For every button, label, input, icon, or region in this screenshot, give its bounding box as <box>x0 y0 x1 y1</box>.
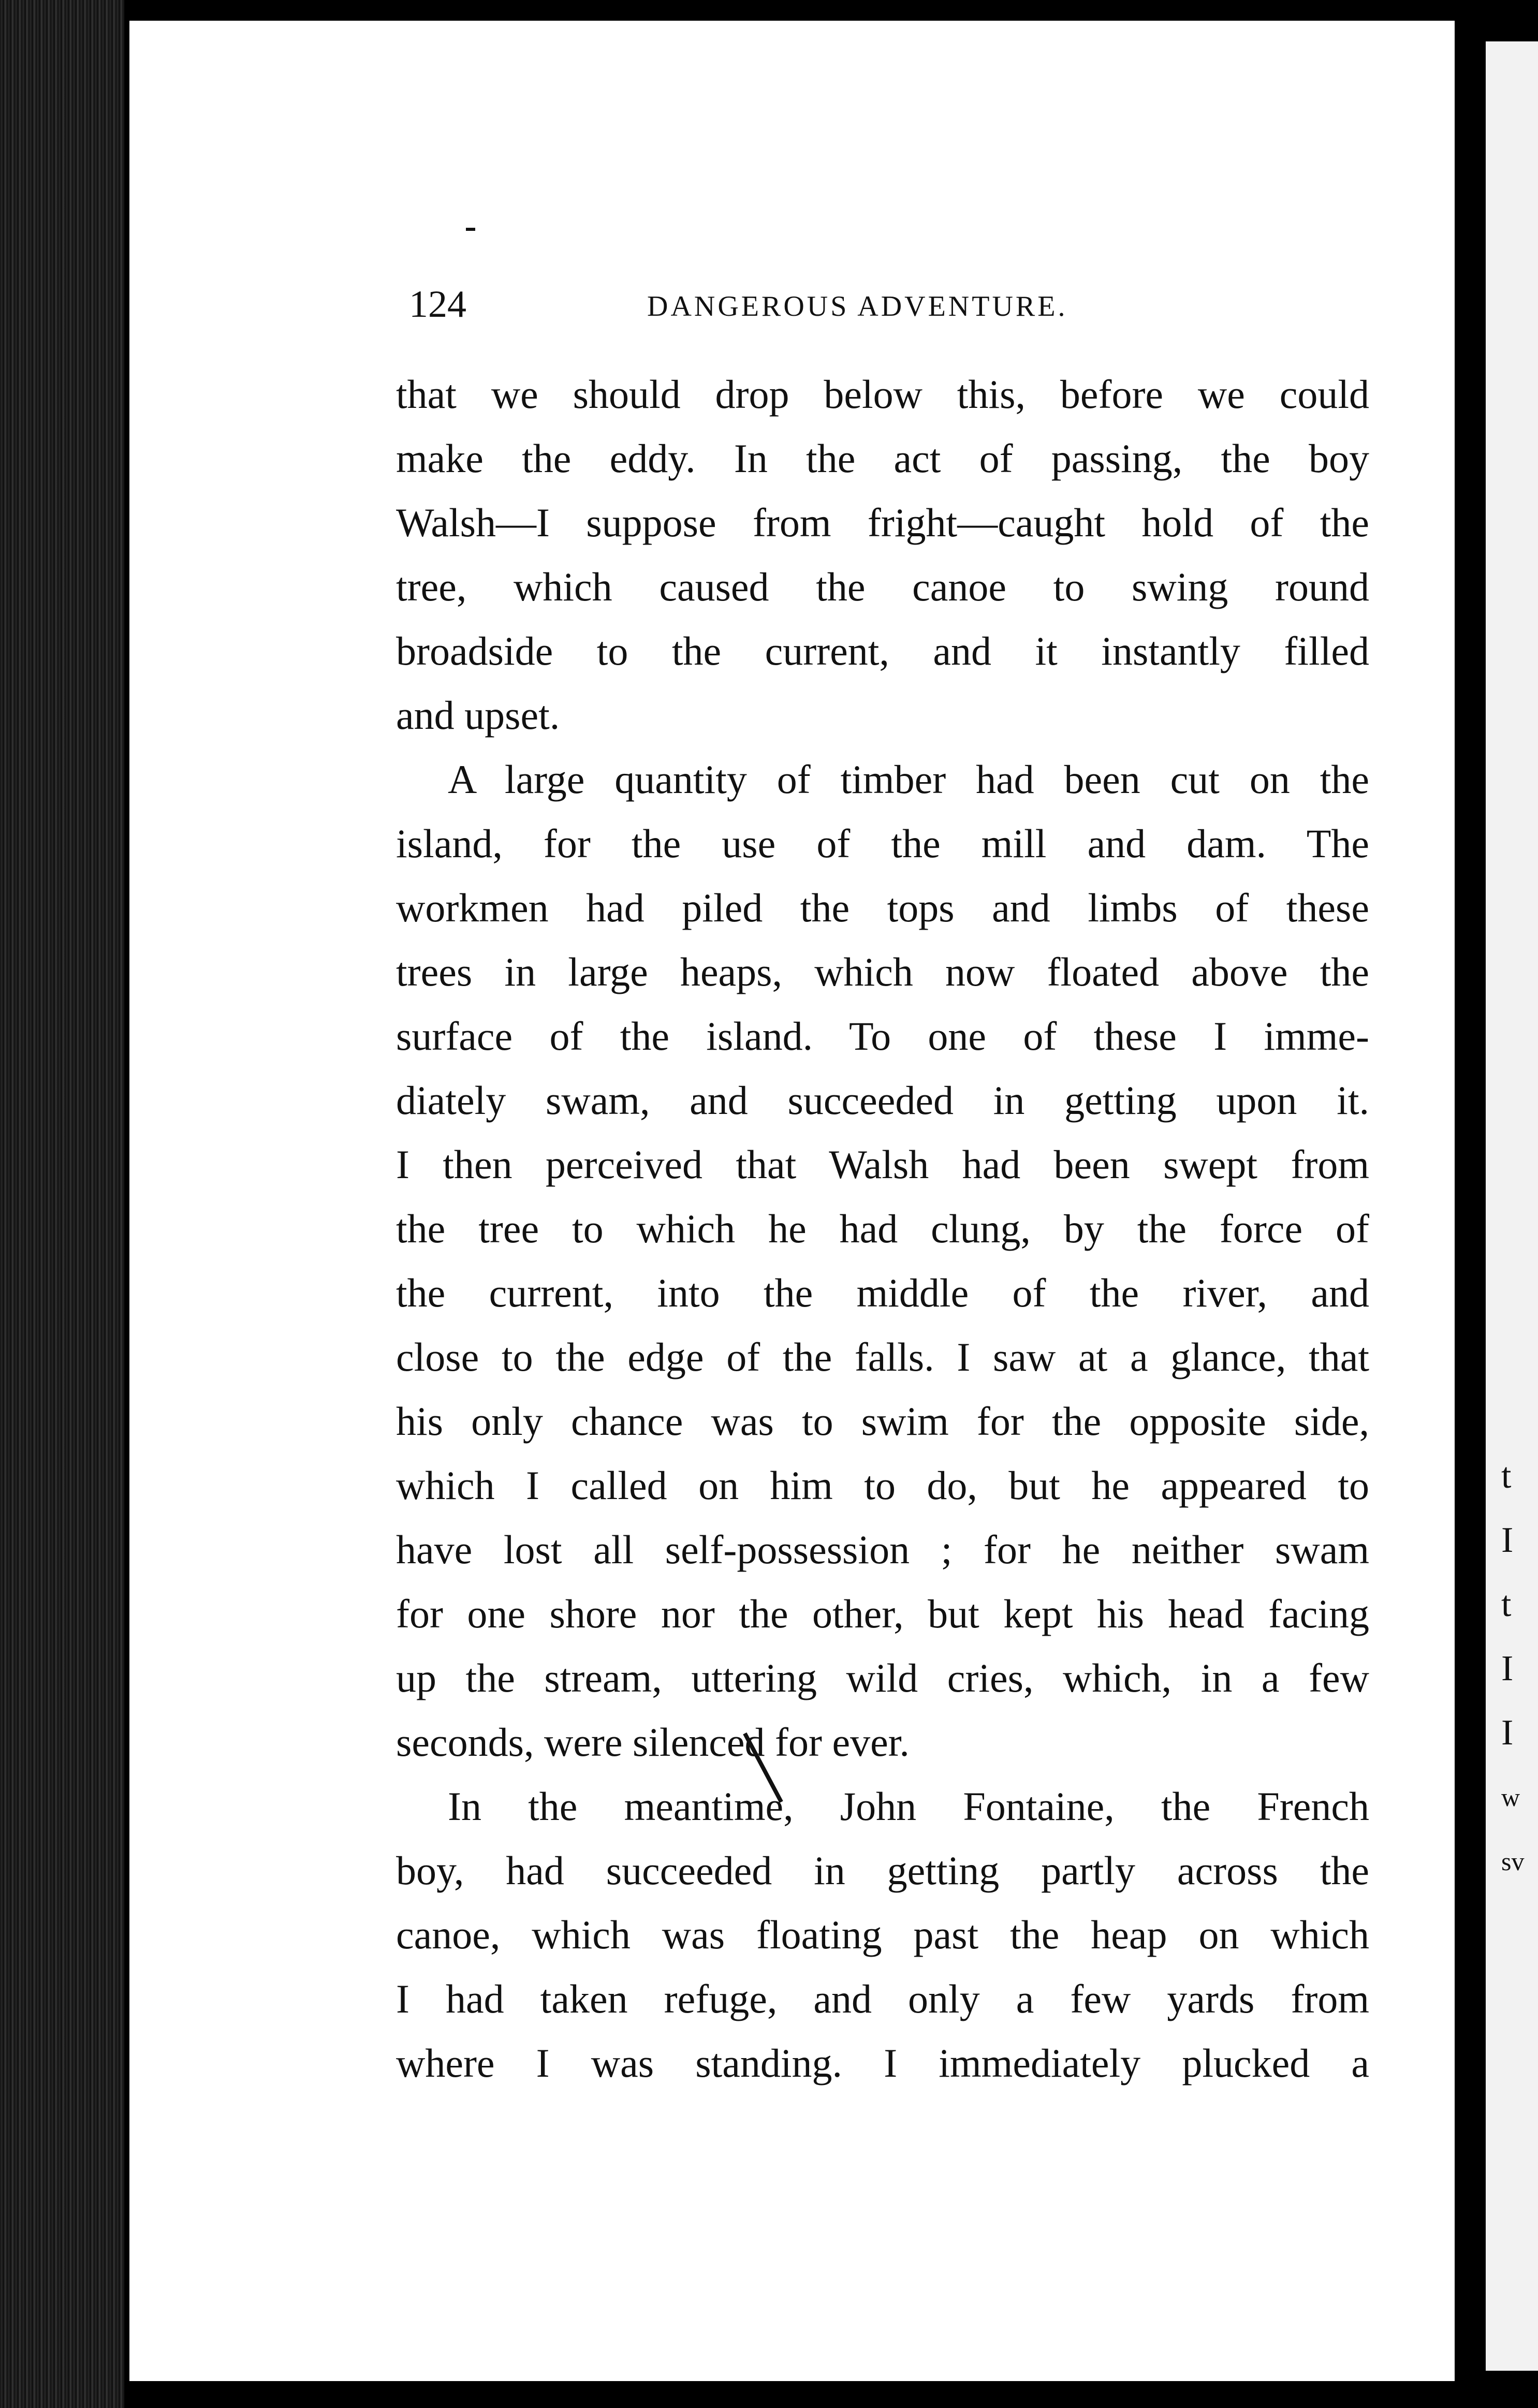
body-text <box>396 362 1369 2095</box>
text-line: his only chance was to swim for the opposite side, <box>396 1399 1369 1444</box>
text-line: up the stream, uttering wild cries, which, in a few <box>396 1655 1369 1700</box>
facing-fragment: w <box>1501 1783 1520 1812</box>
text-line: boy, had succeeded in getting partly across the <box>396 1848 1369 1893</box>
stray-ink-mark <box>466 228 475 231</box>
facing-page-edge <box>1486 41 1538 2371</box>
text-line: A large quantity of timber had been cut on the <box>448 757 1369 802</box>
facing-fragment: I <box>1501 1649 1514 1688</box>
text-line: I had taken refuge, and only a few yards from <box>396 1976 1369 2021</box>
text-line: In the meantime, John Fontaine, the French <box>448 1784 1369 1829</box>
text-line: where I was standing. I immediately plucked a <box>396 2040 1369 2086</box>
text-line: and upset. <box>396 693 560 738</box>
paragraph <box>396 747 1369 1774</box>
text-line: broadside to the current, and it instantly filled <box>396 628 1369 673</box>
text-line: workmen had piled the tops and limbs of these <box>396 885 1369 930</box>
text-line: tree, which caused the canoe to swing round <box>396 564 1369 609</box>
text-line: I then perceived that Walsh had been swept from <box>396 1142 1369 1187</box>
text-line: trees in large heaps, which now floated above the <box>396 949 1369 994</box>
running-head: DANGEROUS ADVENTURE. <box>647 290 1068 322</box>
text-line: the tree to which he had clung, by the force of <box>396 1206 1369 1251</box>
paragraph <box>396 1774 1369 2095</box>
text-line: island, for the use of the mill and dam. The <box>396 821 1369 866</box>
text-line: canoe, which was floating past the heap on which <box>396 1912 1369 1957</box>
facing-fragment: I <box>1501 1713 1514 1753</box>
text-line: close to the edge of the falls. I saw at a glance, that <box>396 1334 1369 1379</box>
text-line: surface of the island. To one of these I imme- <box>396 1014 1369 1059</box>
text-line: which I called on him to do, but he appeared to <box>396 1463 1369 1508</box>
facing-fragment: sv <box>1501 1847 1525 1876</box>
text-line: have lost all self-possession ; for he neither swam <box>396 1527 1369 1572</box>
facing-fragment: t <box>1501 1456 1512 1496</box>
text-line: make the eddy. In the act of passing, the boy <box>396 436 1369 481</box>
text-line: the current, into the middle of the river, and <box>396 1270 1369 1315</box>
page-number: 124 <box>409 283 466 326</box>
facing-fragment: t <box>1501 1584 1512 1624</box>
facing-fragment: I <box>1501 1520 1514 1560</box>
text-line: seconds, were silenced for ever. <box>396 1720 910 1765</box>
text-line: diately swam, and succeeded in getting upon it. <box>396 1078 1369 1123</box>
text-line: for one shore nor the other, but kept his head facing <box>396 1591 1369 1636</box>
text-line: Walsh—I suppose from fright—caught hold of the <box>396 500 1369 545</box>
binding-edge <box>0 0 124 2408</box>
page-header <box>409 284 1382 325</box>
page-gutter <box>1455 21 1486 2381</box>
paragraph <box>396 362 1369 747</box>
text-line: that we should drop below this, before we could <box>396 372 1369 417</box>
